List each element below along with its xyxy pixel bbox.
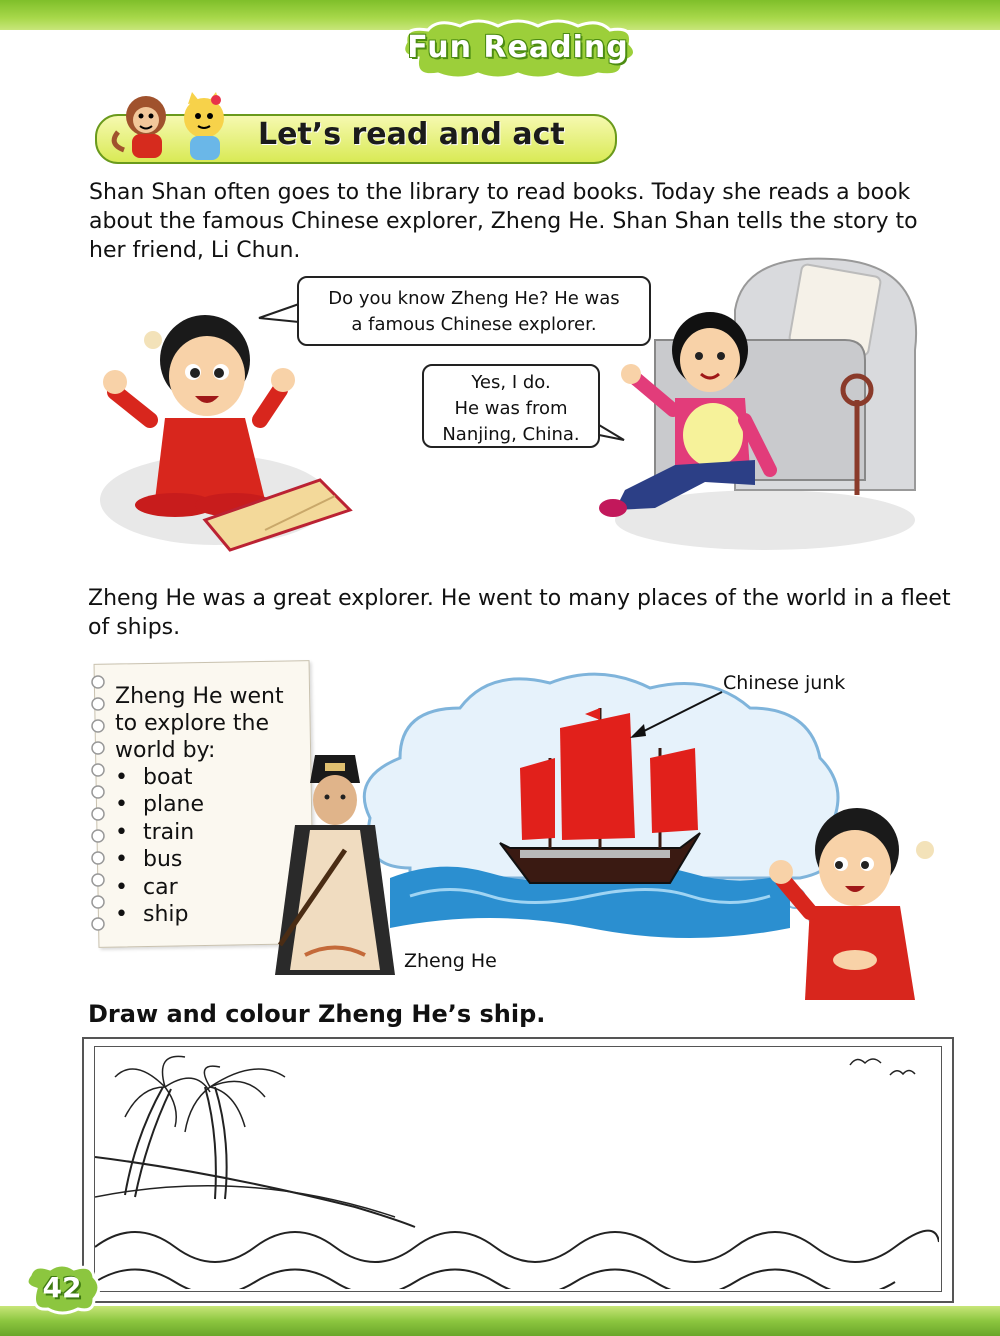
drawing-task-heading: Draw and colour Zheng He’s ship. [88, 1000, 546, 1028]
option-boat: • boat [115, 764, 204, 791]
speech-line: Yes, I do. [471, 372, 551, 393]
speech-line: a famous Chinese explorer. [351, 314, 597, 335]
option-plane: • plane [115, 791, 204, 818]
transport-options-list [115, 764, 204, 928]
zheng-he-figure [265, 745, 405, 980]
note-line: Zheng He went [115, 684, 284, 709]
option-car: • car [115, 874, 204, 901]
speech-bubble-boy [297, 276, 651, 346]
activity-title: Let’s read and act [258, 117, 565, 152]
note-line: world by: [115, 738, 216, 763]
island-and-sea-outline [95, 1047, 939, 1289]
note-line: to explore the [115, 711, 269, 736]
speech-line: He was from [454, 398, 568, 419]
option-bus: • bus [115, 846, 204, 873]
speech-bubble-girl [422, 364, 600, 448]
explorer-paragraph: Zheng He was a great explorer. He went to many places of the world in a fleet of ships. [88, 586, 951, 640]
option-train: • train [115, 819, 204, 846]
boy-thinking-illustration [765, 800, 945, 1000]
notepad-rings [86, 672, 110, 942]
bottom-decorative-band [0, 1306, 1000, 1336]
junk-label-arrow [620, 684, 730, 744]
junk-label: Chinese junk [723, 672, 846, 694]
option-ship: • ship [115, 901, 204, 928]
speech-line: Do you know Zheng He? He was [328, 288, 620, 309]
monkey-and-cat-illustration [104, 88, 254, 168]
speech-line: Nanjing, China. [442, 424, 580, 445]
intro-paragraph: Shan Shan often goes to the library to read books. Today she reads a book about the famous Chinese explorer, Zheng He. Shan Shan tells the story to her friend, Li Chun. [89, 180, 918, 263]
page-number: 42 [42, 1271, 82, 1304]
section-header-label: Fun Reading [407, 30, 629, 65]
zheng-he-label: Zheng He [404, 950, 497, 972]
